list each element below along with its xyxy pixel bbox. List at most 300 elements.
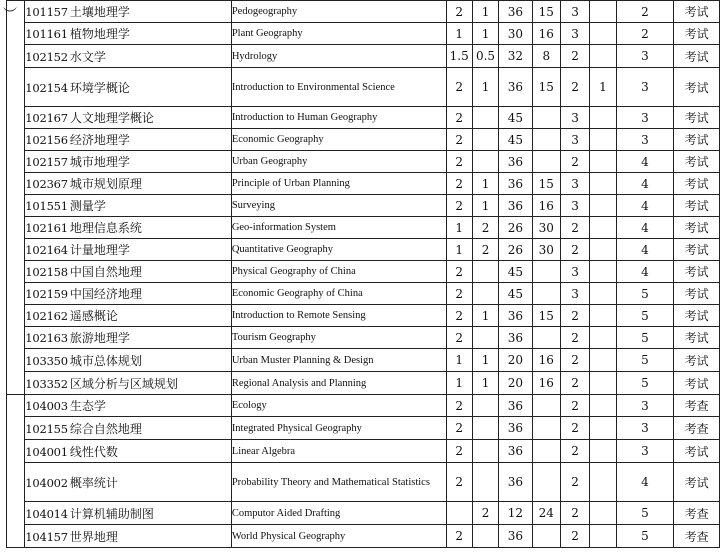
table-row: [7, 502, 720, 525]
course-c3-cell: 30: [499, 23, 532, 45]
course-c3-cell: 36: [499, 1, 532, 23]
course-c3-cell: 36: [499, 305, 532, 327]
table-row: [7, 107, 720, 129]
course-c1-cell: 2: [446, 261, 472, 283]
course-code-name-cell: [25, 502, 232, 525]
course-c4-cell: 24: [532, 502, 560, 525]
course-code-name-cell: [25, 525, 232, 548]
course-c2-cell: 1: [472, 173, 498, 195]
exam-type-cell: 考试: [674, 45, 720, 68]
course-c3-cell: 26: [499, 217, 532, 239]
exam-type-cell: 考查: [674, 395, 720, 417]
course-english-name: Probability Theory and Mathematical Statistics: [231, 463, 446, 502]
exam-type-cell: 考试: [674, 151, 720, 173]
course-c4-cell: 16: [532, 372, 560, 395]
course-c1-cell: 1: [446, 372, 472, 395]
course-english-name: Regional Analysis and Planning: [231, 372, 446, 395]
course-code-name-cell: [25, 195, 232, 217]
course-c5-cell: 2: [560, 440, 589, 463]
course-name: 城市总体规划: [69, 353, 142, 368]
course-c5-cell: 2: [560, 239, 589, 261]
course-english-name: Introduction to Human Geography: [231, 107, 446, 129]
course-c3-cell: 36: [499, 68, 532, 107]
course-c2-cell: [472, 440, 498, 463]
course-c2-cell: [472, 525, 498, 548]
course-code: 102152: [25, 49, 68, 64]
course-c1-cell: 2: [446, 173, 472, 195]
course-code: 102155: [25, 421, 68, 436]
course-c5-cell: 2: [560, 502, 589, 525]
bracket-mark: ︶: [3, 7, 17, 23]
course-c7-cell: 2: [616, 1, 674, 23]
course-code-name-cell: [25, 23, 232, 45]
course-c5-cell: 3: [560, 173, 589, 195]
exam-type-cell: 考试: [674, 440, 720, 463]
course-c4-cell: 30: [532, 239, 560, 261]
course-c4-cell: 15: [532, 305, 560, 327]
course-name: 经济地理学: [69, 133, 130, 147]
course-c7-cell: 4: [616, 195, 674, 217]
course-name: 生态学: [69, 399, 106, 413]
exam-type-cell: 考查: [674, 417, 720, 440]
course-name: 中国经济地理: [69, 287, 142, 301]
table-row: [7, 349, 720, 372]
course-code: 102163: [25, 331, 68, 345]
table-row: [7, 261, 720, 283]
course-code: 104002: [25, 475, 68, 490]
course-c5-cell: 3: [560, 1, 589, 23]
course-c4-cell: [532, 463, 560, 502]
course-c5-cell: 2: [560, 349, 589, 372]
course-c3-cell: 36: [499, 195, 532, 217]
course-c6-cell: [590, 463, 616, 502]
course-c5-cell: 2: [560, 395, 589, 417]
course-name: 测量学: [69, 199, 106, 213]
course-english-name: World Physical Geography: [231, 525, 446, 548]
course-name: 植物地理学: [69, 27, 130, 41]
course-c3-cell: 45: [499, 283, 532, 305]
course-c3-cell: 45: [499, 107, 532, 129]
course-c6-cell: [590, 440, 616, 463]
course-c7-cell: 4: [616, 217, 674, 239]
group-cell: [7, 1, 25, 395]
course-c1-cell: 2: [446, 195, 472, 217]
course-c1-cell: 2: [446, 327, 472, 349]
course-code: 102159: [25, 287, 68, 301]
course-name: 地理信息系统: [69, 221, 142, 235]
course-name: 线性代数: [69, 444, 118, 459]
course-name: 综合自然地理: [69, 421, 142, 436]
course-c4-cell: 30: [532, 217, 560, 239]
table-row: [7, 440, 720, 463]
course-c6-cell: [590, 305, 616, 327]
table-row: [7, 45, 720, 68]
course-c5-cell: 3: [560, 23, 589, 45]
table-row: [7, 417, 720, 440]
course-c4-cell: [532, 440, 560, 463]
course-english-name: Introduction to Remote Sensing: [231, 305, 446, 327]
course-code-name-cell: [25, 217, 232, 239]
course-code: 102164: [25, 243, 68, 257]
course-english-name: Ecology: [231, 395, 446, 417]
course-c1-cell: 2: [446, 417, 472, 440]
course-c6-cell: [590, 107, 616, 129]
exam-type-cell: 考查: [674, 525, 720, 548]
course-c2-cell: [472, 327, 498, 349]
course-c3-cell: 36: [499, 463, 532, 502]
exam-type-cell: 考试: [674, 239, 720, 261]
course-c5-cell: 3: [560, 129, 589, 151]
course-c1-cell: 2: [446, 395, 472, 417]
course-c6-cell: [590, 173, 616, 195]
table-row: [7, 305, 720, 327]
course-english-name: Plant Geography: [231, 23, 446, 45]
course-code-name-cell: [25, 372, 232, 395]
course-c6-cell: [590, 417, 616, 440]
course-name: 区域分析与区域规划: [69, 376, 178, 391]
course-c7-cell: 3: [616, 45, 674, 68]
course-c6-cell: [590, 327, 616, 349]
course-c3-cell: 45: [499, 261, 532, 283]
course-code-name-cell: [25, 349, 232, 372]
course-name: 概率统计: [69, 475, 118, 490]
course-c1-cell: 1.5: [446, 45, 472, 68]
course-code: 104157: [25, 529, 68, 544]
course-code-name-cell: [25, 463, 232, 502]
course-english-name: Hydrology: [231, 45, 446, 68]
table-row: [7, 395, 720, 417]
course-c2-cell: [472, 417, 498, 440]
course-code-name-cell: [25, 239, 232, 261]
course-c3-cell: 36: [499, 525, 532, 548]
course-code: 102158: [25, 265, 68, 279]
course-c6-cell: [590, 45, 616, 68]
course-english-name: Economic Geography: [231, 129, 446, 151]
table-row: [7, 239, 720, 261]
course-code-name-cell: [25, 68, 232, 107]
course-c2-cell: [472, 283, 498, 305]
course-c3-cell: 36: [499, 173, 532, 195]
course-c2-cell: 2: [472, 502, 498, 525]
course-c7-cell: 4: [616, 261, 674, 283]
course-code: 102157: [25, 155, 68, 169]
course-code-name-cell: [25, 1, 232, 23]
course-code-name-cell: [25, 440, 232, 463]
course-name: 计算机辅助制图: [69, 506, 154, 521]
course-c7-cell: 3: [616, 107, 674, 129]
table-row: [7, 463, 720, 502]
exam-type-cell: 考试: [674, 261, 720, 283]
course-c1-cell: 2: [446, 129, 472, 151]
course-c5-cell: 3: [560, 261, 589, 283]
course-c2-cell: [472, 129, 498, 151]
table-row: [7, 23, 720, 45]
course-code-name-cell: [25, 305, 232, 327]
course-name: 人文地理学概论: [69, 111, 154, 125]
course-code: 101551: [25, 199, 68, 213]
course-code: 102162: [25, 309, 68, 323]
course-c1-cell: 2: [446, 305, 472, 327]
course-c5-cell: 3: [560, 195, 589, 217]
course-code: 104001: [25, 444, 68, 459]
course-code-name-cell: [25, 129, 232, 151]
course-code-name-cell: [25, 151, 232, 173]
course-c4-cell: [532, 283, 560, 305]
course-c2-cell: 1: [472, 349, 498, 372]
table-row: [7, 372, 720, 395]
course-code-name-cell: [25, 327, 232, 349]
course-code: 101157: [25, 5, 68, 19]
table-row: [7, 195, 720, 217]
course-c5-cell: 2: [560, 45, 589, 68]
exam-type-cell: 考试: [674, 463, 720, 502]
exam-type-cell: 考试: [674, 327, 720, 349]
course-name: 环境学概论: [69, 80, 130, 95]
course-english-name: Urban Muster Planning & Design: [231, 349, 446, 372]
course-english-name: Principle of Urban Planning: [231, 173, 446, 195]
course-c4-cell: 15: [532, 173, 560, 195]
course-c2-cell: 2: [472, 239, 498, 261]
course-code: 104014: [25, 506, 68, 521]
course-c4-cell: 8: [532, 45, 560, 68]
course-c6-cell: [590, 217, 616, 239]
course-c2-cell: [472, 395, 498, 417]
course-c6-cell: [590, 23, 616, 45]
course-c3-cell: 20: [499, 372, 532, 395]
course-c6-cell: [590, 195, 616, 217]
course-c4-cell: [532, 327, 560, 349]
course-c6-cell: [590, 502, 616, 525]
course-c2-cell: [472, 151, 498, 173]
course-c3-cell: 36: [499, 440, 532, 463]
course-c6-cell: [590, 349, 616, 372]
course-c6-cell: [590, 372, 616, 395]
course-c4-cell: 16: [532, 349, 560, 372]
course-code: 103350: [25, 353, 68, 368]
course-c1-cell: [446, 502, 472, 525]
course-c4-cell: [532, 395, 560, 417]
course-c2-cell: 2: [472, 217, 498, 239]
course-code: 102161: [25, 221, 68, 235]
course-c5-cell: 2: [560, 305, 589, 327]
course-c3-cell: 12: [499, 502, 532, 525]
course-c4-cell: [532, 261, 560, 283]
course-english-name: Physical Geography of China: [231, 261, 446, 283]
exam-type-cell: 考试: [674, 68, 720, 107]
course-c4-cell: [532, 417, 560, 440]
course-name: 世界地理: [69, 529, 118, 544]
course-c1-cell: 2: [446, 440, 472, 463]
course-c3-cell: 36: [499, 395, 532, 417]
course-code: 103352: [25, 376, 68, 391]
course-english-name: Pedogeography: [231, 1, 446, 23]
course-c2-cell: 1: [472, 68, 498, 107]
course-code-name-cell: [25, 283, 232, 305]
course-name: 计量地理学: [69, 243, 130, 257]
course-c6-cell: [590, 395, 616, 417]
course-c6-cell: [590, 1, 616, 23]
course-name: 土壤地理学: [69, 5, 130, 19]
course-c3-cell: 36: [499, 417, 532, 440]
course-c2-cell: 1: [472, 1, 498, 23]
course-c2-cell: 0.5: [472, 45, 498, 68]
course-code: 102154: [25, 80, 68, 95]
course-c1-cell: 2: [446, 107, 472, 129]
course-english-name: Integrated Physical Geography: [231, 417, 446, 440]
course-c4-cell: 15: [532, 1, 560, 23]
exam-type-cell: 考试: [674, 283, 720, 305]
course-c7-cell: 3: [616, 68, 674, 107]
course-english-name: Introduction to Environmental Science: [231, 68, 446, 107]
course-c5-cell: 2: [560, 417, 589, 440]
course-c4-cell: 15: [532, 68, 560, 107]
course-c7-cell: 5: [616, 283, 674, 305]
course-c4-cell: [532, 151, 560, 173]
course-code: 102367: [25, 177, 68, 191]
course-c3-cell: 26: [499, 239, 532, 261]
course-c1-cell: 2: [446, 283, 472, 305]
group-cell: [7, 395, 25, 548]
course-c6-cell: [590, 261, 616, 283]
course-c6-cell: [590, 283, 616, 305]
course-c6-cell: [590, 151, 616, 173]
course-code: 101161: [25, 27, 68, 41]
course-english-name: Linear Algebra: [231, 440, 446, 463]
course-name: 遥感概论: [69, 309, 118, 323]
table-row: [7, 217, 720, 239]
exam-type-cell: 考试: [674, 129, 720, 151]
course-c3-cell: 36: [499, 327, 532, 349]
course-english-name: Tourism Geography: [231, 327, 446, 349]
course-c7-cell: 4: [616, 463, 674, 502]
course-c3-cell: 32: [499, 45, 532, 68]
course-c1-cell: 2: [446, 463, 472, 502]
course-c7-cell: 2: [616, 23, 674, 45]
course-code: 104003: [25, 399, 68, 413]
course-code-name-cell: [25, 107, 232, 129]
course-c2-cell: [472, 463, 498, 502]
exam-type-cell: 考试: [674, 305, 720, 327]
course-c6-cell: [590, 525, 616, 548]
course-c7-cell: 3: [616, 395, 674, 417]
course-c7-cell: 4: [616, 151, 674, 173]
course-c1-cell: 1: [446, 349, 472, 372]
course-name: 旅游地理学: [69, 331, 130, 345]
exam-type-cell: 考试: [674, 195, 720, 217]
exam-type-cell: 考试: [674, 217, 720, 239]
course-c5-cell: 2: [560, 151, 589, 173]
course-c1-cell: 2: [446, 68, 472, 107]
exam-type-cell: 考试: [674, 349, 720, 372]
course-c2-cell: [472, 107, 498, 129]
course-name: 城市地理学: [69, 155, 130, 169]
course-c3-cell: 45: [499, 129, 532, 151]
course-c5-cell: 3: [560, 283, 589, 305]
course-c3-cell: 20: [499, 349, 532, 372]
course-c7-cell: 5: [616, 349, 674, 372]
course-c6-cell: [590, 129, 616, 151]
table-row: [7, 1, 720, 23]
course-c7-cell: 5: [616, 502, 674, 525]
course-c1-cell: 2: [446, 151, 472, 173]
exam-type-cell: 考试: [674, 173, 720, 195]
course-c7-cell: 3: [616, 417, 674, 440]
exam-type-cell: 考试: [674, 23, 720, 45]
course-code-name-cell: [25, 45, 232, 68]
exam-type-cell: 考试: [674, 107, 720, 129]
course-c4-cell: [532, 525, 560, 548]
course-code-name-cell: [25, 395, 232, 417]
course-c2-cell: 1: [472, 195, 498, 217]
table-row: [7, 525, 720, 548]
course-c4-cell: [532, 129, 560, 151]
course-english-name: Geo-information System: [231, 217, 446, 239]
course-code-name-cell: [25, 173, 232, 195]
table-row: [7, 327, 720, 349]
course-c5-cell: 2: [560, 525, 589, 548]
course-c1-cell: 2: [446, 525, 472, 548]
table-row: [7, 173, 720, 195]
course-name: 中国自然地理: [69, 265, 142, 279]
course-c7-cell: 5: [616, 372, 674, 395]
course-english-name: Quantitative Geography: [231, 239, 446, 261]
course-name: 水文学: [69, 49, 106, 64]
course-c4-cell: [532, 107, 560, 129]
course-c5-cell: 2: [560, 372, 589, 395]
course-code-name-cell: [25, 261, 232, 283]
course-c2-cell: 1: [472, 372, 498, 395]
course-c6-cell: [590, 239, 616, 261]
course-english-name: Urban Geography: [231, 151, 446, 173]
course-c2-cell: 1: [472, 305, 498, 327]
course-c7-cell: 3: [616, 129, 674, 151]
course-english-name: Computor Aided Drafting: [231, 502, 446, 525]
course-c3-cell: 36: [499, 151, 532, 173]
table-row: [7, 283, 720, 305]
course-c5-cell: 2: [560, 463, 589, 502]
course-c6-cell: 1: [590, 68, 616, 107]
course-c5-cell: 3: [560, 107, 589, 129]
course-c1-cell: 2: [446, 1, 472, 23]
course-c4-cell: 16: [532, 195, 560, 217]
course-c5-cell: 2: [560, 327, 589, 349]
course-c1-cell: 1: [446, 23, 472, 45]
course-c7-cell: 5: [616, 327, 674, 349]
table-row: [7, 129, 720, 151]
table-row: [7, 68, 720, 107]
course-c7-cell: 4: [616, 173, 674, 195]
exam-type-cell: 考试: [674, 372, 720, 395]
course-english-name: Economic Geography of China: [231, 283, 446, 305]
course-c5-cell: 2: [560, 68, 589, 107]
course-c5-cell: 2: [560, 217, 589, 239]
exam-type-cell: 考试: [674, 1, 720, 23]
course-c4-cell: 16: [532, 23, 560, 45]
table-row: [7, 151, 720, 173]
course-code: 102167: [25, 111, 68, 125]
course-table: [6, 0, 720, 548]
course-name: 城市规划原理: [69, 177, 142, 191]
course-c7-cell: 5: [616, 525, 674, 548]
exam-type-cell: 考查: [674, 502, 720, 525]
course-c7-cell: 3: [616, 440, 674, 463]
course-c2-cell: [472, 261, 498, 283]
course-c7-cell: 4: [616, 239, 674, 261]
course-c1-cell: 1: [446, 217, 472, 239]
course-c2-cell: 1: [472, 23, 498, 45]
course-english-name: Surveying: [231, 195, 446, 217]
course-c1-cell: 1: [446, 239, 472, 261]
